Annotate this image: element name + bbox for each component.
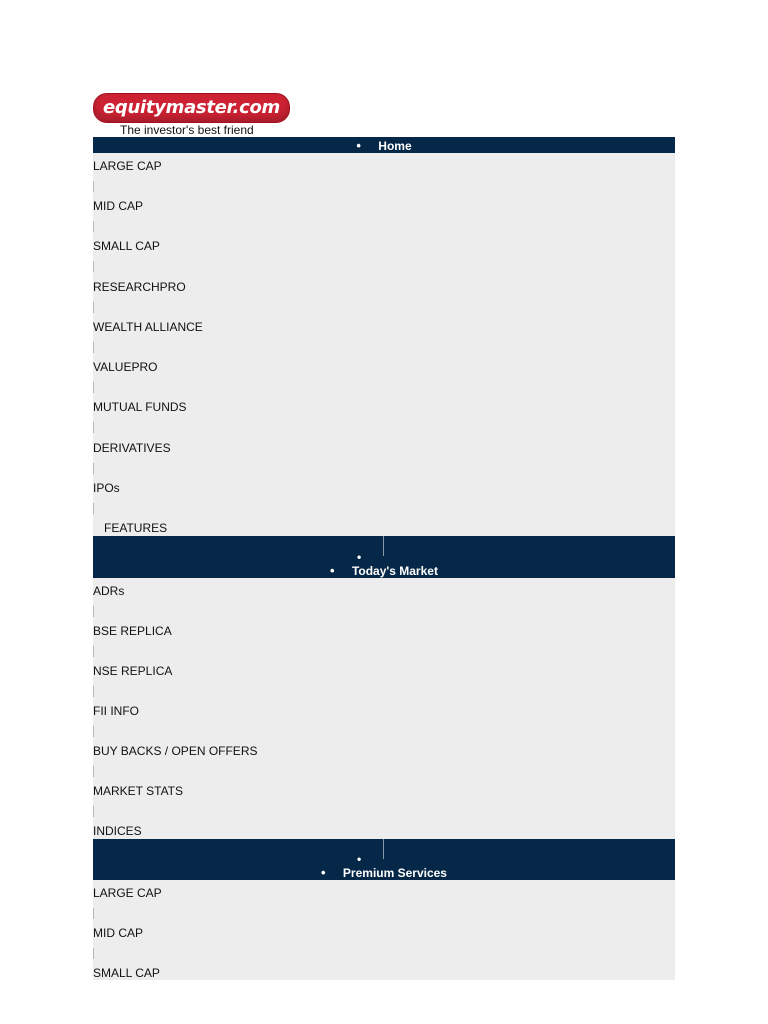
separator — [93, 342, 94, 353]
todays-market-menu-panel — [93, 578, 675, 839]
separator — [93, 646, 94, 657]
home-menu-panel — [93, 153, 675, 536]
separator — [93, 686, 94, 697]
menu-item-ipos[interactable]: IPOs — [93, 481, 120, 495]
separator — [93, 261, 94, 272]
menu-item-large-cap[interactable]: LARGE CAP — [93, 159, 162, 173]
menu-item-valuepro[interactable]: VALUEPRO — [93, 360, 158, 374]
menu-item-mid-cap[interactable]: MID CAP — [93, 926, 144, 940]
nav-bar-todays-market[interactable] — [93, 536, 675, 578]
menu-item-buy-backs-open-offers[interactable]: BUY BACKS / OPEN OFFERS — [93, 744, 258, 758]
separator — [93, 806, 94, 817]
menu-item-indices[interactable]: INDICES — [93, 824, 142, 838]
nav-bar-home[interactable] — [93, 137, 675, 153]
logo[interactable] — [93, 93, 293, 123]
menu-item-mutual-funds[interactable]: MUTUAL FUNDS — [93, 400, 187, 414]
premium-services-menu-panel — [93, 880, 675, 980]
bullet-icon: • — [356, 138, 361, 153]
tagline: The investor's best friend — [120, 123, 254, 137]
separator — [93, 221, 94, 232]
menu-item-researchpro[interactable]: RESEARCHPRO — [93, 280, 186, 294]
nav-premium-services-link[interactable]: Premium Services — [342, 866, 447, 880]
menu-item-small-cap[interactable]: SMALL CAP — [93, 966, 160, 980]
separator — [93, 181, 94, 192]
separator — [93, 726, 94, 737]
menu-item-mid-cap[interactable]: MID CAP — [93, 199, 144, 213]
menu-item-fii-info[interactable]: FII INFO — [93, 704, 139, 718]
menu-item-features[interactable]: FEATURES — [104, 521, 168, 535]
separator — [93, 908, 94, 919]
divider-line — [383, 839, 384, 859]
bullet-icon: • — [321, 865, 326, 880]
separator — [93, 503, 94, 514]
menu-item-nse-replica[interactable]: NSE REPLICA — [93, 664, 173, 678]
separator — [93, 302, 94, 313]
logo-badge[interactable] — [93, 93, 290, 123]
logo-text: equitymaster.com — [103, 97, 280, 118]
bullet-icon: • — [357, 550, 362, 564]
bullet-icon: • — [357, 852, 362, 866]
nav-bar-premium-services[interactable] — [93, 839, 675, 880]
separator — [93, 382, 94, 393]
menu-item-large-cap[interactable]: LARGE CAP — [93, 886, 162, 900]
nav-todays-market-link[interactable]: Today's Market — [351, 564, 438, 578]
menu-item-small-cap[interactable]: SMALL CAP — [93, 239, 160, 253]
menu-item-derivatives[interactable]: DERIVATIVES — [93, 441, 171, 455]
menu-item-adrs[interactable]: ADRs — [93, 584, 125, 598]
separator — [93, 948, 94, 959]
menu-item-bse-replica[interactable]: BSE REPLICA — [93, 624, 172, 638]
separator — [93, 463, 94, 474]
divider-line — [383, 536, 384, 556]
separator — [93, 606, 94, 617]
menu-item-market-stats[interactable]: MARKET STATS — [93, 784, 184, 798]
separator — [93, 422, 94, 433]
separator — [93, 766, 94, 777]
bullet-icon: • — [330, 563, 335, 578]
nav-home-link[interactable]: Home — [378, 139, 412, 153]
menu-item-wealth-alliance[interactable]: WEALTH ALLIANCE — [93, 320, 203, 334]
